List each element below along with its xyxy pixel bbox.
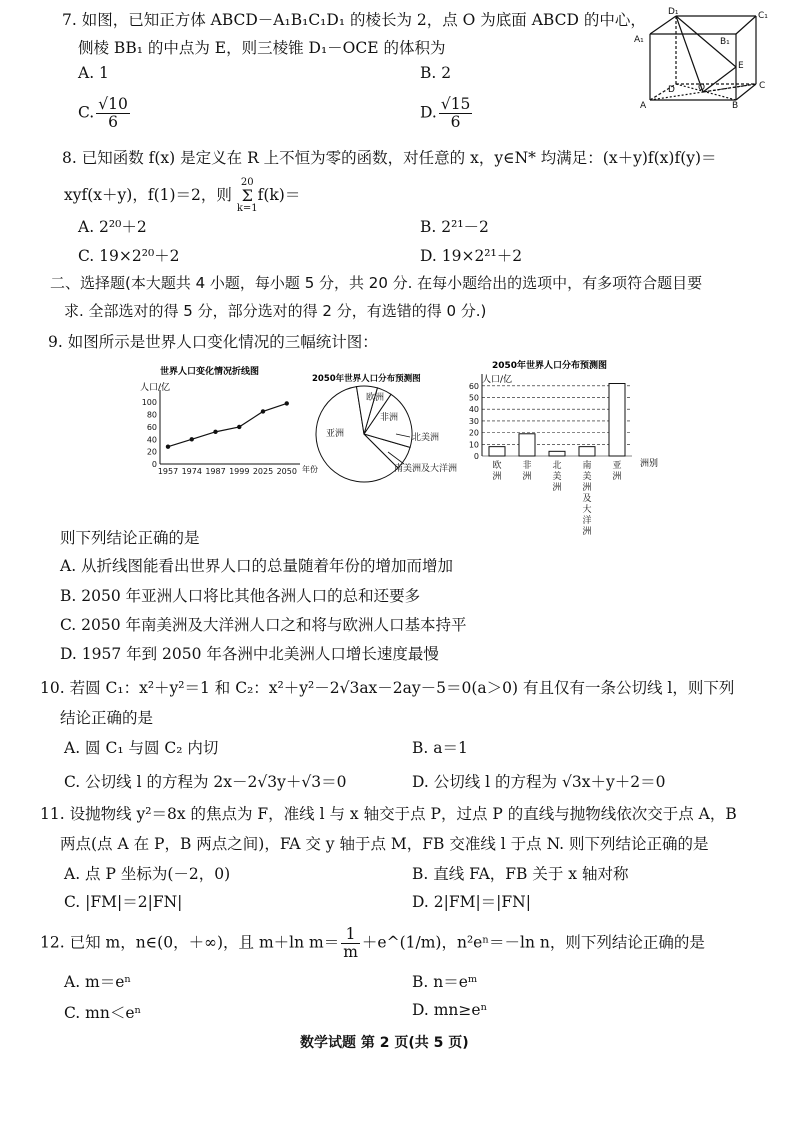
line-chart-xtick: 1999 [229, 467, 250, 476]
q11-option-b: B. 直线 FA，FB 关于 x 轴对称 [412, 865, 629, 883]
bar-chart-ylabel: 人口/亿 [482, 375, 513, 385]
cube-label-c1: C₁ [758, 11, 768, 21]
cube-figure [628, 4, 768, 110]
line-chart-point [285, 401, 289, 405]
bar-chart-ytick: 40 [468, 405, 479, 415]
q9-option-b: B. 2050 年亚洲人口将比其他各洲人口的总和还要多 [60, 587, 421, 605]
line-chart-point [166, 444, 170, 448]
q12-option-c: C. mn＜eⁿ [64, 1004, 142, 1022]
pie-label-africa: 非洲 [380, 413, 399, 423]
q10-option-d: D. 公切线 l 的方程为 √3x＋y＋2＝0 [412, 773, 666, 791]
q9-option-a: A. 从折线图能看出世界人口的总量随着年份的增加而增加 [60, 557, 454, 575]
bar-chart-category: 非洲 [522, 461, 532, 482]
line-chart-xtick: 2050 [276, 467, 297, 476]
pie-chart-title: 2050年世界人口分布预测图 [312, 374, 421, 384]
section2-line1: 二、选择题(本大题共 4 小题，每小题 5 分，共 20 分. 在每小题给出的选项中，有多项符合题目要 [50, 274, 703, 292]
section2-line2: 求. 全部选对的得 5 分，部分选对的得 2 分，有选错的得 0 分.) [64, 302, 487, 320]
q10-option-c: C. 公切线 l 的方程为 2x－2√3y＋√3＝0 [64, 773, 347, 791]
bar-chart-category: 欧洲 [492, 461, 502, 482]
bar-chart-bar [579, 447, 595, 456]
q9-option-c: C. 2050 年南美洲及大洋洲人口之和将与欧洲人口基本持平 [60, 616, 467, 634]
line-chart-title: 世界人口变化情况折线图 [160, 367, 260, 377]
q7-option-b: B. 2 [420, 64, 452, 82]
line-chart-point [261, 409, 265, 413]
q8-option-c: C. 19×2²⁰＋2 [78, 247, 180, 265]
q8-option-b: B. 2²¹－2 [420, 218, 489, 236]
line-chart-xtick: 1957 [157, 467, 179, 476]
line-chart-point [213, 430, 217, 434]
line-chart-xtick: 1987 [205, 467, 226, 476]
bar-chart-bar [549, 451, 565, 456]
q7-option-d: D. $\frac{√15}{6}$ [420, 95, 471, 132]
bar-chart-ytick: 50 [468, 393, 479, 403]
line-chart-ytick: 80 [146, 410, 157, 420]
q9-option-d: D. 1957 年到 2050 年各洲中北美洲人口增长速度最慢 [60, 645, 439, 663]
bar-chart-ytick: 20 [468, 428, 479, 438]
cube-label-o: O [698, 83, 706, 93]
line-chart-ylabel: 人口/亿 [140, 383, 171, 393]
q12-option-b: B. n＝eᵐ [412, 973, 478, 991]
line-chart-xtick: 1974 [181, 467, 202, 476]
q10-option-b: B. a＝1 [412, 739, 468, 757]
cube-label-a: A [640, 101, 647, 111]
line-chart-ytick: 60 [146, 422, 157, 432]
q10-line2: 结论正确的是 [60, 709, 154, 727]
q8-option-d: D. 19×2²¹＋2 [420, 247, 523, 265]
bar-chart-ytick: 10 [468, 440, 479, 450]
line-chart-xtick: 2025 [252, 467, 274, 476]
cube-label-b1: B₁ [720, 37, 730, 47]
q7-line2: 侧棱 BB₁ 的中点为 E，则三棱锥 D₁－OCE 的体积为 [78, 39, 446, 57]
line-chart-ytick: 20 [146, 447, 157, 457]
bar-chart-title: 2050年世界人口分布预测图 [492, 361, 608, 371]
bar-chart-bar [519, 434, 535, 456]
q11-option-d: D. 2|FM|＝|FN| [412, 893, 531, 911]
q11-line1: 11. 设抛物线 y²＝8x 的焦点为 F，准线 l 与 x 轴交于点 P，过点 P 的直线与抛物线依次交于点 A，B [40, 805, 737, 823]
bar-chart-bar [489, 447, 505, 456]
q8-option-a: A. 2²⁰＋2 [78, 218, 147, 236]
bar-chart-ytick: 30 [468, 416, 479, 426]
cube-label-d1: D₁ [668, 7, 679, 17]
cube-label-a1: A₁ [634, 35, 644, 45]
q8-line2: xyf(x＋y)，f(1)＝2，则 20 Σ k=1 f(k)＝ [64, 177, 301, 214]
page-footer: 数学试题 第 2 页(共 5 页) [300, 1035, 469, 1051]
line-chart-point [237, 425, 241, 429]
q7-option-a: A. 1 [78, 64, 109, 82]
q12-option-a: A. m＝eⁿ [64, 973, 132, 991]
q11-line2: 两点(点 A 在 P，B 两点之间)，FA 交 y 轴于点 M，FB 交准线 l 于点 N. 则下列结论正确的是 [60, 835, 709, 853]
q8-line1: 8. 已知函数 f(x) 是定义在 R 上不恒为零的函数，对任意的 x，y∈N* 均满足：(x＋y)f(x)f(y)＝ [62, 149, 717, 167]
bar-chart-category: 亚洲 [612, 461, 622, 482]
q12-option-d: D. mn≥eⁿ [412, 1001, 488, 1019]
q12-line: 12. 已知 m，n∈(0，＋∞)，且 m＋ln m＝ $\frac{1}{m}$ ＋e^(1/m)，n²eⁿ＝－ln n，则下列结论正确的是 [40, 925, 705, 962]
bar-chart-xlabel: 洲别 [640, 459, 659, 469]
bar-chart-category: 南美洲及大洋洲 [582, 461, 592, 537]
q11-option-c: C. |FM|＝2|FN| [64, 893, 183, 911]
line-chart-ytick: 100 [141, 398, 157, 408]
line-chart-ytick: 0 [151, 460, 157, 469]
cube-label-c: C [759, 81, 766, 91]
line-chart-xlabel: 年份 [302, 465, 318, 474]
line-chart-ytick: 40 [146, 435, 157, 445]
pie-label-south-america-oceania: 南美洲及大洋洲 [394, 464, 458, 474]
q7-line1: 7. 如图，已知正方体 ABCD－A₁B₁C₁D₁ 的棱长为 2，点 O 为底面 ABCD 的中心， [62, 11, 646, 29]
pie-label-north-america: 北美洲 [412, 433, 440, 443]
bar-chart-ytick: 0 [473, 452, 479, 461]
q7-option-c: C. $\frac{√10}{6}$ [78, 95, 128, 132]
q11-option-a: A. 点 P 坐标为(－2，0) [64, 865, 231, 883]
bar-chart [462, 356, 692, 537]
pie-chart [308, 368, 476, 498]
bar-chart-bar [609, 384, 625, 456]
q9-question: 则下列结论正确的是 [60, 529, 200, 547]
q9-intro: 9. 如图所示是世界人口变化情况的三幅统计图： [48, 333, 378, 351]
q10-line1: 10. 若圆 C₁：x²＋y²＝1 和 C₂：x²＋y²－2√3ax－2ay－5＝0(a＞0) 有且仅有一条公切线 l，则下列 [40, 679, 735, 697]
line-chart [130, 360, 330, 490]
cube-label-e: E [738, 61, 744, 71]
pie-label-asia: 亚洲 [326, 429, 345, 439]
line-chart-point [190, 437, 194, 441]
cube-label-b: B [732, 101, 739, 111]
cube-label-d: D [668, 85, 675, 95]
pie-label-europe: 欧洲 [366, 393, 385, 403]
q10-option-a: A. 圆 C₁ 与圆 C₂ 内切 [64, 739, 219, 757]
bar-chart-ytick: 60 [468, 381, 479, 391]
line-chart-series [168, 403, 287, 446]
bar-chart-category: 北美洲 [552, 461, 562, 493]
